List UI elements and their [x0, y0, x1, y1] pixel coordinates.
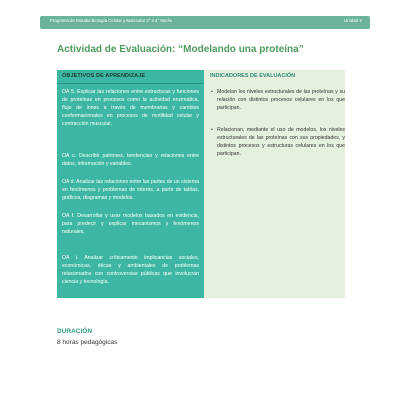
objectives-table — [57, 70, 345, 298]
objectives-column — [57, 70, 204, 298]
objectives-header: OBJETIVOS DE APRENDIZAJE — [62, 73, 146, 79]
duration-label: DURACIÓN — [57, 328, 93, 335]
indicators-column — [204, 70, 345, 298]
objective-item: OA d. Analizar las relaciones entre las partes de un sistema en fenómenos y problemas de interés, a partir de tablas, gráficos, diagramas y modelos. — [62, 179, 199, 201]
duration-value: 8 horas pedagógicas — [57, 339, 118, 346]
indicator-item — [211, 88, 345, 112]
objective-item: OA c. Describir patrones, tendencias y relaciones entre datos, información y variables. — [62, 153, 199, 167]
objective-item: OA 5. Explicar las relaciones entre estructuras y funciones de proteínas en procesos como la actividad enzimática, flujo de iones a través de membranas y cambios conformacionales en procesos de motilidad celular y contracción muscular. — [62, 89, 199, 127]
page-title: Actividad de Evaluación: “Modelando una proteína” — [57, 44, 304, 55]
program-title: Programa de Estudio Biología Celular y Molecular 3° a 4° Medio — [50, 18, 173, 23]
header-bar — [40, 16, 370, 29]
objective-item: OA i. Analizar críticamente implicancias sociales, económicas, éticas y ambientales de problemas relacionados con controversias públicas que involucran ciencia y tecnología. — [62, 255, 199, 285]
bullet-icon: • — [211, 89, 213, 95]
header-divider — [57, 83, 204, 84]
indicator-text: Modelan los niveles estructurales de las proteínas y su relación con distintos procesos celulares en los que participan. — [217, 89, 345, 111]
indicator-item — [211, 126, 345, 158]
objective-item: OA f. Desarrollar y usar modelos basados en evidencia, para predecir y explicar mecanismos y fenómenos naturales. — [62, 213, 199, 235]
bullet-icon: • — [211, 127, 213, 133]
indicator-text: Relacionan, mediante el uso de modelos, los niveles estructurales de las proteínas con sus propiedades, y distintos procesos y estructuras celulares en los que participan. — [217, 127, 345, 157]
indicators-header: INDICADORES DE EVALUACIÓN — [210, 73, 296, 79]
unit-label: Unidad 2 — [343, 18, 362, 23]
